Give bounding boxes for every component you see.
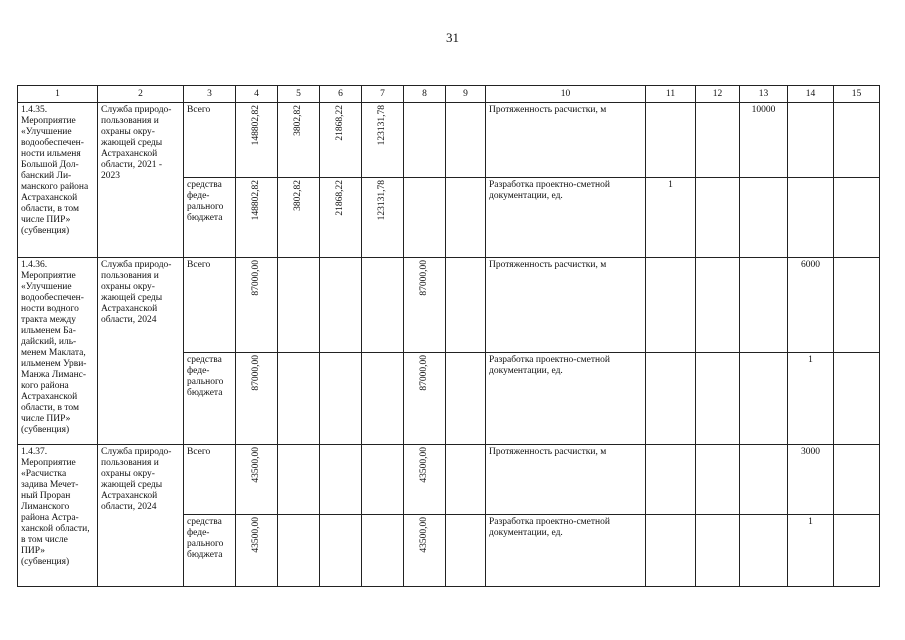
amount-cell — [446, 103, 486, 178]
amount-cell — [362, 103, 404, 178]
amount-cell — [404, 515, 446, 587]
indicator-value-cell — [834, 353, 880, 445]
amount-cell — [446, 178, 486, 258]
indicator-value-cell — [696, 178, 740, 258]
funding-source-cell: Всего — [184, 445, 236, 515]
indicator-cell: Протяженность расчистки, м — [486, 258, 646, 353]
column-number: 12 — [696, 86, 740, 103]
amount-cell — [404, 445, 446, 515]
amount-cell-value: 148802,82 — [251, 105, 261, 146]
amount-cell-value: 148802,82 — [251, 180, 261, 221]
column-number: 14 — [788, 86, 834, 103]
indicator-value-cell — [834, 258, 880, 353]
indicator-cell: Разработка проектно-сметной документации, ед. — [486, 178, 646, 258]
indicator-value-cell — [834, 178, 880, 258]
amount-cell — [278, 178, 320, 258]
column-number: 6 — [320, 86, 362, 103]
amount-cell-value: 123131,78 — [377, 105, 387, 146]
indicator-value-cell: 1 — [646, 178, 696, 258]
indicator-value-cell — [788, 103, 834, 178]
indicator-value-cell — [696, 103, 740, 178]
executor-cell: Служба природо- пользования и охраны окру- жающей среды Астраханской области, 2024 — [98, 445, 184, 587]
indicator-value-cell — [740, 445, 788, 515]
amount-cell — [446, 515, 486, 587]
amount-cell-value: 87000,00 — [251, 355, 261, 391]
indicator-value-cell — [696, 353, 740, 445]
page-number: 31 — [446, 30, 459, 45]
amount-cell — [362, 445, 404, 515]
column-number: 11 — [646, 86, 696, 103]
table-body — [18, 86, 880, 587]
amount-cell — [236, 258, 278, 353]
amount-cell — [278, 353, 320, 445]
amount-cell-value: 43500,00 — [419, 447, 429, 483]
amount-cell-value: 87000,00 — [251, 260, 261, 296]
column-number: 3 — [184, 86, 236, 103]
measure-name-cell: 1.4.36. Мероприятие «Улучшение водообеспечен- ности водного тракта между ильменем Ба- дайский, иль- менем Маклата, ильменем Урви- Манжа Лиманс- кого района Астраханской области, в том числе ПИР» (субвенция) — [18, 258, 98, 445]
column-number: 9 — [446, 86, 486, 103]
indicator-value-cell — [740, 515, 788, 587]
amount-cell — [236, 353, 278, 445]
amount-cell — [236, 103, 278, 178]
funding-source-cell: Всего — [184, 103, 236, 178]
amount-cell — [278, 258, 320, 353]
indicator-cell: Протяженность расчистки, м — [486, 103, 646, 178]
amount-cell — [446, 258, 486, 353]
column-number: 7 — [362, 86, 404, 103]
program-table — [17, 85, 880, 587]
table-row — [18, 445, 880, 515]
amount-cell — [320, 445, 362, 515]
amount-cell — [362, 515, 404, 587]
amount-cell — [278, 515, 320, 587]
column-number-row — [18, 86, 880, 103]
indicator-value-cell — [834, 445, 880, 515]
amount-cell — [236, 515, 278, 587]
indicator-value-cell — [834, 103, 880, 178]
amount-cell-value: 123131,78 — [377, 180, 387, 221]
indicator-cell: Протяженность расчистки, м — [486, 445, 646, 515]
amount-cell-value: 3802,82 — [293, 180, 303, 211]
indicator-cell: Разработка проектно-сметной документации, ед. — [486, 515, 646, 587]
amount-cell — [404, 258, 446, 353]
amount-cell — [404, 178, 446, 258]
amount-cell — [362, 353, 404, 445]
amount-cell-value: 87000,00 — [419, 260, 429, 296]
indicator-value-cell — [696, 258, 740, 353]
indicator-cell: Разработка проектно-сметной документации, ед. — [486, 353, 646, 445]
amount-cell-value: 21868,22 — [335, 180, 345, 216]
amount-cell — [362, 258, 404, 353]
amount-cell — [320, 103, 362, 178]
funding-source-cell: Всего — [184, 258, 236, 353]
indicator-value-cell — [740, 353, 788, 445]
indicator-value-cell: 3000 — [788, 445, 834, 515]
measure-name-cell: 1.4.37. Мероприятие «Расчистка задива Мечет- ный Проран Лиманского района Астра- ханской области, в том числе ПИР» (субвенция) — [18, 445, 98, 587]
indicator-value-cell: 1 — [788, 515, 834, 587]
indicator-value-cell — [696, 515, 740, 587]
amount-cell-value: 87000,00 — [419, 355, 429, 391]
column-number: 5 — [278, 86, 320, 103]
amount-cell-value: 43500,00 — [419, 517, 429, 553]
indicator-value-cell: 1 — [788, 353, 834, 445]
amount-cell — [404, 103, 446, 178]
indicator-value-cell — [740, 258, 788, 353]
indicator-value-cell — [788, 178, 834, 258]
funding-source-cell: средства феде- рального бюджета — [184, 515, 236, 587]
amount-cell-value: 3802,82 — [293, 105, 303, 136]
amount-cell — [446, 445, 486, 515]
amount-cell — [320, 353, 362, 445]
indicator-value-cell — [740, 178, 788, 258]
amount-cell-value: 43500,00 — [251, 447, 261, 483]
amount-cell — [236, 445, 278, 515]
indicator-value-cell — [646, 515, 696, 587]
amount-cell — [278, 103, 320, 178]
column-number: 15 — [834, 86, 880, 103]
funding-source-cell: средства феде- рального бюджета — [184, 353, 236, 445]
amount-cell — [236, 178, 278, 258]
amount-cell — [320, 178, 362, 258]
amount-cell — [404, 353, 446, 445]
executor-cell: Служба природо- пользования и охраны окру- жающей среды Астраханской области, 2024 — [98, 258, 184, 445]
amount-cell — [320, 515, 362, 587]
column-number: 4 — [236, 86, 278, 103]
amount-cell — [320, 258, 362, 353]
amount-cell-value: 43500,00 — [251, 517, 261, 553]
column-number: 13 — [740, 86, 788, 103]
indicator-value-cell — [646, 258, 696, 353]
indicator-value-cell — [696, 445, 740, 515]
indicator-value-cell — [646, 445, 696, 515]
table-row — [18, 103, 880, 178]
indicator-value-cell: 6000 — [788, 258, 834, 353]
funding-source-cell: средства феде- рального бюджета — [184, 178, 236, 258]
amount-cell-value: 21868,22 — [335, 105, 345, 141]
column-number: 8 — [404, 86, 446, 103]
column-number: 10 — [486, 86, 646, 103]
indicator-value-cell — [834, 515, 880, 587]
amount-cell — [278, 445, 320, 515]
indicator-value-cell — [646, 103, 696, 178]
executor-cell: Служба природо- пользования и охраны окру- жающей среды Астраханской области, 2021 - 2023 — [98, 103, 184, 258]
measure-name-cell: 1.4.35. Мероприятие «Улучшение водообеспечен- ности ильменя Большой Дол- банский Ли- манского района Астраханской области, в том числе ПИР» (субвенция) — [18, 103, 98, 258]
indicator-value-cell: 10000 — [740, 103, 788, 178]
amount-cell — [362, 178, 404, 258]
table-row — [18, 258, 880, 353]
amount-cell — [446, 353, 486, 445]
column-number: 2 — [98, 86, 184, 103]
column-number: 1 — [18, 86, 98, 103]
indicator-value-cell — [646, 353, 696, 445]
